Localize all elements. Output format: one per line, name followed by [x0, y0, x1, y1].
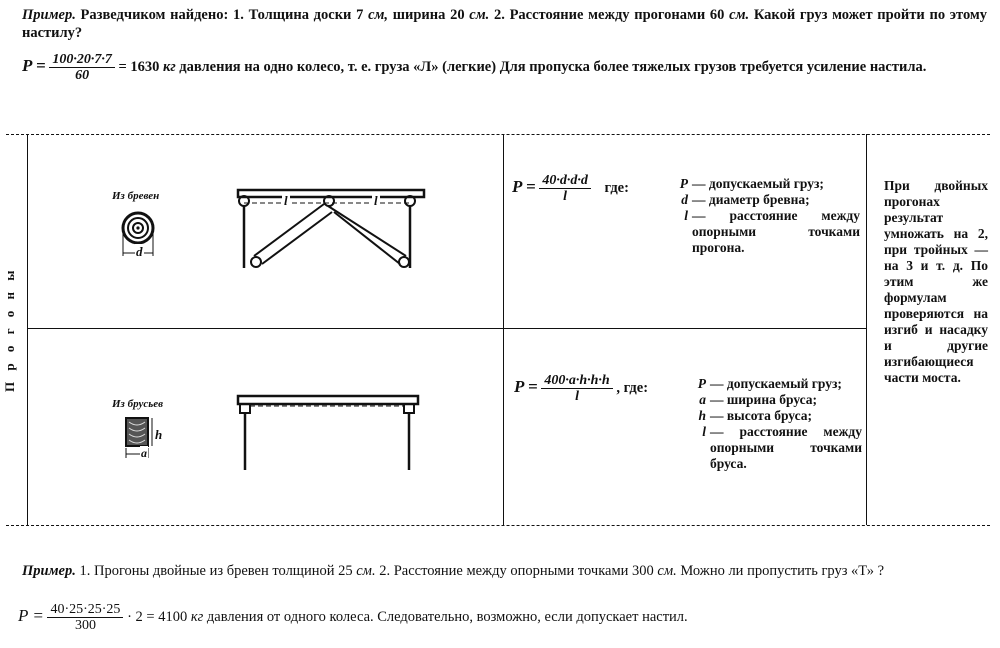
example-1-text: Пример. Разведчиком найдено: 1. Толщина доски 7 см, ширина 20 см. 2. Расстояние между прогонами 60 см. Какой груз может пройти по этому настилу?: [22, 7, 988, 41]
dim-d-label: d: [136, 244, 143, 259]
row-1-caption: Из бревен: [112, 190, 160, 202]
example-1-fraction: $\frac{100\cdot 20\cdot 7\cdot 7}{60}$: [49, 52, 115, 83]
legend-item: d — диаметр бревна;: [681, 192, 810, 207]
side-label: П р о г о н ы: [2, 266, 17, 392]
dim-l2-label: l: [374, 193, 378, 208]
legend-item: a — ширина бруса;: [699, 392, 818, 407]
beam-bench-figure: [234, 392, 424, 472]
table-divider-mid: [503, 134, 504, 525]
dim-h-label: h: [155, 427, 163, 442]
dim-l1-label: l: [284, 193, 288, 208]
legend-item: l — расстояние между опорными точками бруса.: [702, 424, 862, 471]
legend-item: P — допускаемый груз;: [679, 176, 824, 191]
example-2-formula: P = $\frac{40\cdot 25\cdot 25\cdot 25}{300}$ · 2 = 4100 кг давления от одного колеса. Следовательно, возможно, если допускает настил.: [18, 602, 688, 633]
row-2-caption: Из брусьев: [112, 398, 164, 410]
row-2-formula: P = $\frac{400\cdot a\cdot h\cdot h\cdot h}{l}$ , где:: [514, 373, 649, 404]
legend-item: h — высота бруса;: [698, 408, 813, 423]
table-divider-left: [27, 134, 28, 525]
example-2-label: Пример.: [22, 563, 76, 579]
example-1-formula: P = $\frac{100\cdot 20\cdot 7\cdot 7}{60}$ = 1630 кг давления на одно колесо, т. е. груза «Л» (легкие) Для пропуска более тяжелых грузов требуется усиление настила.: [22, 52, 927, 83]
beam-cross-section-figure: [120, 414, 180, 474]
table-row-divider: [27, 328, 866, 329]
log-cross-section-figure: [108, 204, 188, 274]
legend-item: l — расстояние между опорными точками прогона.: [684, 208, 860, 255]
note-column: При двойных прогонах результат умножать на 2, при тройных — на 3 и т. д. По этим же формулам проверяются на изгиб и насадку и другие изгибающиеся части моста.: [884, 178, 988, 385]
legend-item: P — допускаемый груз;: [697, 376, 842, 391]
row-2-legend: [680, 376, 862, 472]
dim-a-label: a: [141, 446, 147, 460]
table-top-border: [6, 134, 990, 135]
log-section-core: [136, 226, 139, 229]
table-divider-right: [866, 134, 867, 525]
example-2-text: Пример. 1. Прогоны двойные из бревен толщиной 25 см. 2. Расстояние между опорными точками 300 см. Можно ли пропустить груз «Т» ?: [22, 563, 885, 579]
row-1-legend: [662, 176, 860, 256]
example-1-label: Пример.: [22, 7, 76, 23]
log-trestle-figure: [232, 180, 432, 270]
row-1-formula: P = $\frac{40\cdot d\cdot d\cdot d}{l}$ где:: [512, 173, 629, 204]
table-bottom-border: [6, 525, 990, 526]
